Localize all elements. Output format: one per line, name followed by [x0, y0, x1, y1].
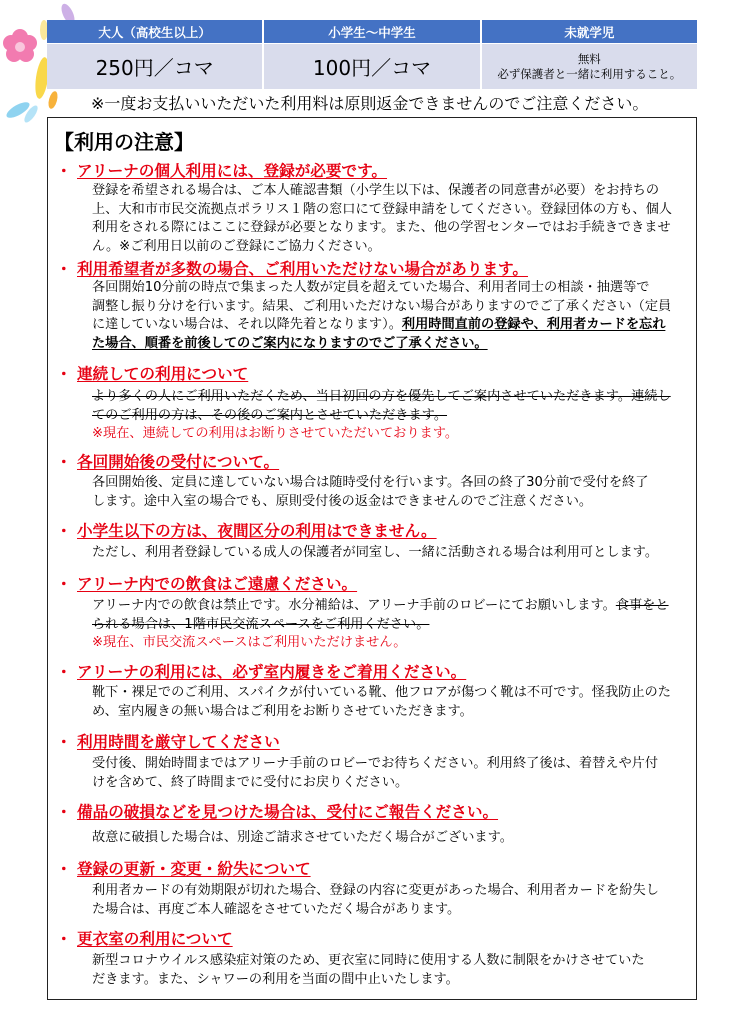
rule-no-food — [48, 574, 696, 653]
body-line — [92, 597, 692, 616]
rule-indoor-shoes — [48, 662, 696, 721]
rule-children-night — [48, 521, 696, 563]
body-line: ただし、利用者登録している成人の保護者が同室し、一緒に活動される場合は利用可とします。 — [92, 545, 659, 560]
rule-body — [92, 829, 696, 848]
body-text: アリーナ内での飲食は禁止です。水分補給は、アリーナ手前のロビーにてお願いします。 — [92, 598, 616, 613]
rule-body — [92, 684, 696, 721]
rule-heading — [77, 452, 696, 472]
rule-heading — [77, 732, 696, 752]
notice-title: 【利用の注意】 — [54, 130, 194, 154]
rule-body — [92, 882, 696, 919]
body-line: 利用者カードの有効期限が切れた場合、登録の内容に変更があった場合、利用者カードを紛失し — [92, 883, 659, 898]
preschool-note: 必ず保護者と一緒に利用すること。 — [497, 66, 682, 81]
rule-body — [92, 597, 696, 653]
rule-capacity — [48, 259, 696, 353]
body-line: 受付後、開始時間まではアリーナ手前のロビーでお待ちください。利用終了後は、着替えや片付 — [92, 756, 659, 771]
rule-registration — [48, 161, 696, 256]
rule-body — [92, 279, 696, 353]
body-line: 登録を希望される場合は、ご本人確認書類（小学生以下は、保護者の同意書が必要）をお持ちの — [92, 183, 660, 198]
body-line — [92, 316, 692, 335]
price-table — [47, 20, 697, 89]
rule-body — [92, 755, 696, 792]
body-line: 故意に破損した場合は、別途ご請求させていただく場合がございます。 — [92, 830, 513, 845]
current-status-note: ※現在、連続しての利用はお断りさせていただいております。 — [92, 426, 459, 441]
body-line: ん。※ご利用日以前のご登録にご協力ください。 — [92, 238, 381, 254]
price-preschool-cell — [482, 44, 697, 89]
rule-bullet: ・ — [56, 260, 72, 278]
rule-locker-room — [48, 929, 696, 989]
emphasis-text: た場合、順番を前後してのご案内になりますのでご了承ください。 — [92, 335, 488, 351]
rule-heading-text: アリーナの個人利用には、登録が必要です。 — [77, 162, 388, 180]
price-preschool: 無料 — [577, 51, 601, 66]
pink-flower — [3, 29, 37, 62]
body-line: 靴下・裸足でのご利用、スパイクが付いている靴、他フロアが傷つく靴は不可です。怪我防止のた — [92, 685, 671, 700]
body-line: た場合は、再度ご本人確認をさせていただく場合があります。 — [92, 901, 461, 917]
rule-body — [92, 952, 696, 989]
rule-heading — [77, 929, 696, 949]
rule-registration-update — [48, 859, 696, 919]
body-line: 各回開始10分前の時点で集まった人数が定員を超えていた場合、利用者同士の相談・抽選等で — [92, 280, 650, 295]
rule-heading-text: 利用時間を厳守してください — [77, 733, 280, 751]
body-line: 利用をされる際にはここに登録が必要となります。また、他の学習センターではお手続きできませ — [92, 220, 671, 235]
struck-line: てのご利用の方は、その後のご案内とさせていただきます。 — [92, 407, 448, 423]
rule-late-entry — [48, 452, 696, 511]
body-line: します。途中入室の場合でも、原則受付後の返金はできませんのでご注意ください。 — [92, 493, 593, 509]
rule-heading-text: 備品の破損などを見つけた場合は、受付にご報告ください。 — [77, 803, 499, 821]
rule-bullet: ・ — [56, 663, 72, 681]
rule-bullet: ・ — [56, 162, 72, 180]
rule-bullet: ・ — [56, 453, 72, 471]
struck-line: より多くの人にご利用いただくため、当日初回の方を優先してご案内させていただきます。連続し — [92, 389, 671, 404]
rule-bullet: ・ — [56, 930, 72, 948]
rule-heading — [77, 259, 696, 279]
rule-body — [92, 474, 696, 511]
rule-bullet: ・ — [56, 733, 72, 751]
rule-heading — [77, 802, 696, 822]
price-student: 100円／コマ — [312, 56, 432, 80]
rule-body — [92, 182, 696, 256]
rule-heading — [77, 521, 696, 541]
body-line: 調整し振り分けを行います。結果、ご利用いただけない場合がありますのでご了承ください（定員 — [92, 298, 672, 314]
rule-consecutive-use — [48, 364, 696, 444]
rule-heading — [77, 574, 696, 594]
body-line: 上、大和市市民交流拠点ポラリス１階の窓口にて登録申請をしてください。登録団体の方も、個人 — [92, 201, 672, 217]
rule-body — [92, 544, 696, 563]
rule-body — [92, 388, 696, 444]
rule-heading — [77, 161, 696, 181]
body-text: に達していない場合は、それ以降先着となります）。 — [92, 317, 402, 332]
header-adult: 大人（高校生以上） — [47, 20, 262, 43]
rule-heading-text: 連続しての利用について — [77, 365, 249, 383]
notice-box — [47, 117, 697, 1000]
rule-heading-text: 登録の更新・変更・紛失について — [77, 860, 311, 878]
rule-heading — [77, 859, 696, 879]
rule-bullet: ・ — [56, 522, 72, 540]
rule-equipment-damage — [48, 802, 696, 848]
refund-note: ※一度お支払いいただいた利用料は原則返金できませんのでご注意ください。 — [91, 94, 649, 113]
price-adult-cell — [47, 44, 262, 89]
header-student: 小学生～中学生 — [264, 20, 479, 43]
orange-petal — [47, 90, 59, 109]
body-line: だきます。また、シャワーの利用を当面の間中止いたします。 — [92, 971, 459, 987]
struck-text: 食事をと — [615, 598, 669, 613]
body-line: けを含めて、終了時間までに受付にお戻りください。 — [92, 774, 409, 790]
rule-heading — [77, 662, 696, 682]
rule-heading-text: 小学生以下の方は、夜間区分の利用はできません。 — [77, 522, 437, 540]
rule-time-limit — [48, 732, 696, 792]
body-line — [92, 335, 692, 354]
rule-heading-text: アリーナ内での飲食はご遠慮ください。 — [77, 575, 358, 593]
rule-heading — [77, 364, 696, 384]
rule-heading-text: アリーナの利用には、必ず室内履きをご着用ください。 — [77, 663, 467, 681]
struck-line: られる場合は、1階市民交流スペースをご利用ください。 — [92, 616, 430, 632]
rule-bullet: ・ — [56, 803, 72, 821]
rule-heading-text: 各回開始後の受付について。 — [77, 453, 280, 471]
rule-bullet: ・ — [56, 575, 72, 593]
body-line: 新型コロナウイルス感染症対策のため、更衣室に同時に使用する人数に制限をかけさせていた — [92, 953, 645, 968]
price-adult: 250円／コマ — [95, 56, 214, 80]
rule-bullet: ・ — [56, 860, 72, 878]
rule-heading-text: 更衣室の利用について — [77, 930, 233, 948]
rule-bullet: ・ — [56, 365, 72, 383]
pink-flower-center — [15, 42, 25, 52]
body-line: 各回開始後、定員に達していない場合は随時受付を行います。各回の終了30分前で受付を終了 — [92, 475, 649, 490]
body-line: め、室内履きの無い場合はご利用をお断りさせていただきます。 — [92, 703, 473, 719]
price-student-cell — [264, 44, 479, 89]
current-status-note: ※現在、市民交流スペースはご利用いただけません。 — [92, 635, 407, 650]
emphasis-text: 利用時間直前の登録や、利用者カードを忘れ — [401, 317, 666, 332]
header-preschool: 未就学児 — [482, 20, 697, 43]
rule-heading-text: 利用希望者が多数の場合、ご利用いただけない場合があります。 — [77, 260, 528, 278]
